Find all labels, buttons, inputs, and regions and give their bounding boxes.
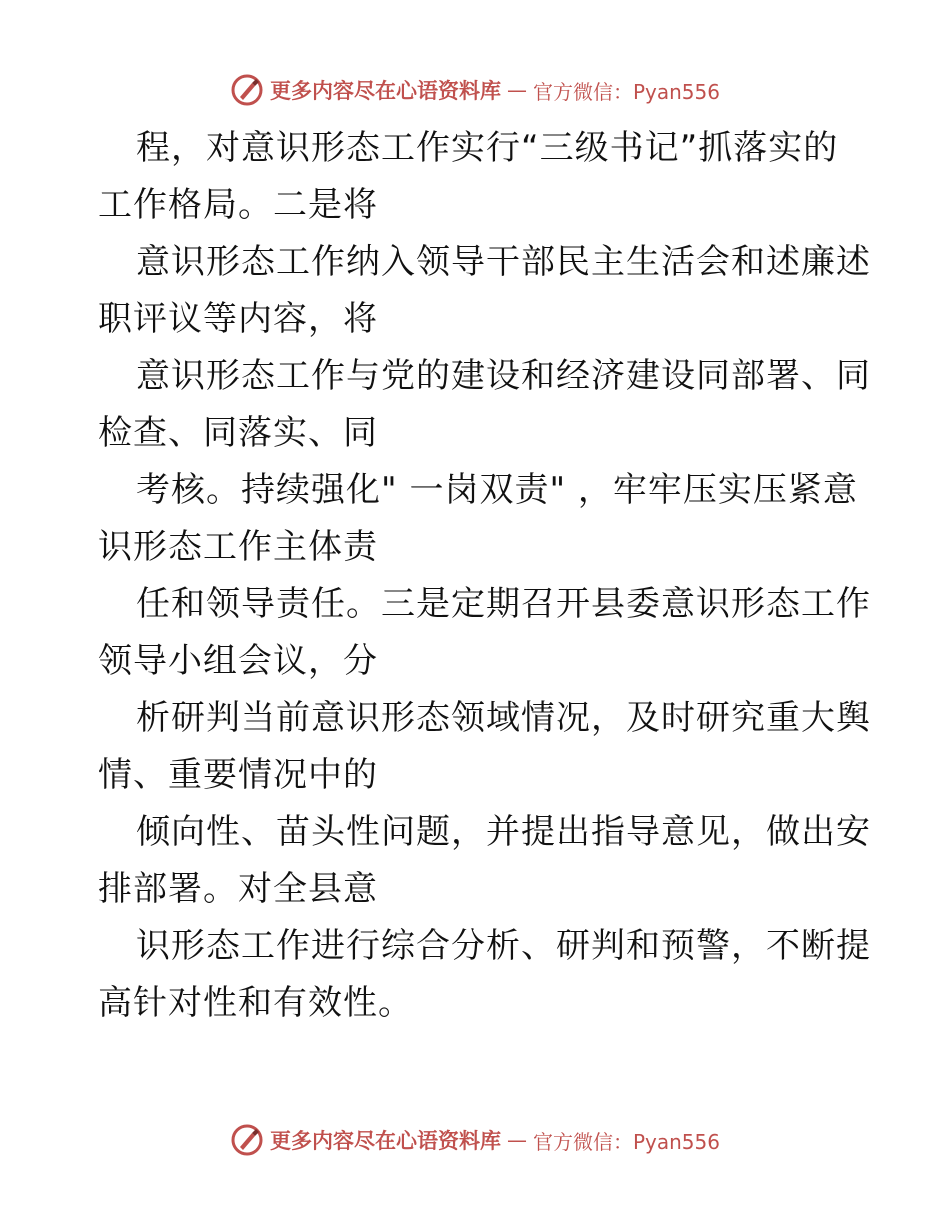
body-line: 情、重要情况中的: [98, 755, 378, 795]
body-line: 识形态工作进行综合分析、研判和预警，不断提: [136, 926, 871, 966]
header-dash: —: [506, 78, 527, 102]
body-line: 意识形态工作纳入领导干部民主生活会和述廉述: [136, 242, 871, 282]
body-line: 检查、同落实、同: [98, 413, 378, 453]
body-line: 程，对意识形态工作实行“三级书记”抓落实的: [136, 128, 839, 168]
header-wechat-text: 官方微信：Pyan556: [532, 79, 720, 104]
body-line: 意识形态工作与党的建设和经济建设同部署、同: [136, 356, 871, 396]
body-line: 工作格局。二是将: [98, 185, 378, 225]
body-line: 任和领导责任。三是定期召开县委意识形态工作: [136, 584, 871, 624]
body-line: 领导小组会议，分: [98, 641, 378, 681]
pen-logo-icon: [230, 1123, 264, 1157]
body-line: 识形态工作主体责: [98, 527, 378, 567]
header-brand-text: 更多内容尽在心语资料库: [269, 78, 501, 103]
body-line: 职评议等内容，将: [98, 299, 378, 339]
body-line: 析研判当前意识形态领域情况，及时研究重大舆: [136, 698, 871, 738]
body-line: 排部署。对全县意: [98, 869, 378, 909]
footer-brand-text: 更多内容尽在心语资料库: [269, 1128, 501, 1153]
header-banner: [0, 70, 950, 110]
footer-wechat-text: 官方微信：Pyan556: [532, 1129, 720, 1154]
footer-dash: —: [506, 1128, 527, 1152]
body-text: [98, 120, 871, 1032]
body-line: 高针对性和有效性。: [98, 983, 413, 1023]
footer-banner: [0, 1120, 950, 1160]
body-line: 倾向性、苗头性问题，并提出指导意见，做出安: [136, 812, 871, 852]
pen-logo-icon: [230, 73, 264, 107]
body-line: 考核。持续强化" 一岗双责" ，牢牢压实压紧意: [136, 470, 858, 510]
